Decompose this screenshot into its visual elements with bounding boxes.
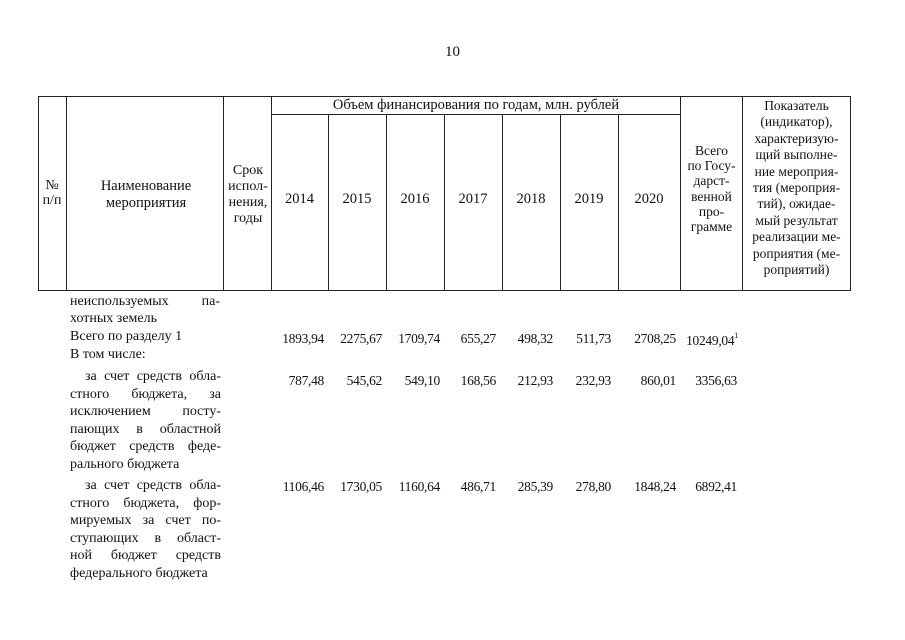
col-border-no	[66, 96, 67, 291]
cell-value: 655,27	[460, 331, 496, 346]
header-col-term	[225, 163, 271, 227]
header-indicator-line: (индикатор),	[760, 114, 833, 130]
header-indicator-line: характеризую-	[754, 130, 839, 146]
continued-name-line: неиспользуемых па-	[70, 294, 220, 309]
row-label-line: рального бюджета	[70, 456, 180, 472]
header-indicator-line: тия (мероприя-	[752, 180, 841, 196]
header-total-line: грамме	[690, 219, 733, 235]
row-label-line: за счет средств обла-	[85, 478, 221, 493]
header-term-line: нения,	[228, 195, 268, 210]
cell-value: 545,62	[346, 373, 382, 388]
header-term-line: Срок	[232, 163, 264, 178]
header-year-2018: 2018	[516, 191, 546, 207]
header-indicator-line: роприятий)	[763, 262, 830, 278]
header-year-2020: 2020	[634, 191, 664, 207]
footnote-marker: 1	[734, 331, 738, 340]
cell-value: 1709,74	[398, 331, 440, 346]
cell-value: 278,80	[575, 479, 611, 494]
header-col-no: № п/п	[42, 178, 62, 208]
including-label: В том числе:	[70, 347, 146, 362]
header-total-line: по Госу-	[687, 158, 736, 174]
cell-value: 285,39	[517, 479, 553, 494]
header-year-2015: 2015	[342, 191, 372, 207]
cell-value: 1893,94	[282, 331, 324, 346]
cell-total-value: 10249,04	[686, 333, 735, 348]
cell-total: 6892,41	[695, 479, 737, 494]
cell-value: 168,56	[460, 373, 496, 388]
header-year-2019: 2019	[574, 191, 604, 207]
col-border-left	[38, 96, 39, 291]
row-label-line: исключением посту-	[70, 404, 221, 420]
row-label	[70, 368, 221, 474]
cell-value: 498,32	[517, 331, 553, 346]
header-year-2016: 2016	[400, 191, 430, 207]
page-number: 10	[445, 44, 460, 60]
cell-value: 212,93	[517, 373, 553, 388]
cell-value: 1160,64	[398, 479, 440, 494]
header-indicator-line: роприятия (ме-	[752, 245, 841, 261]
row-label-line: стного бюджета, фор-	[70, 495, 221, 511]
cell-value: 1730,05	[340, 479, 382, 494]
row-label-line: за счет средств обла-	[85, 369, 221, 384]
cell-value: 549,10	[404, 373, 440, 388]
header-col-indicator	[743, 98, 850, 278]
header-indicator-line: тий), ожидае-	[757, 196, 836, 212]
header-total-line: дарст-	[693, 173, 730, 189]
header-total-line: Всего	[694, 143, 729, 158]
cell-value: 2275,67	[340, 331, 382, 346]
col-border-right	[850, 96, 851, 291]
cell-total: 3356,63	[695, 373, 737, 388]
row-label-line: федерального бюджета	[70, 565, 208, 581]
cell-value: 787,48	[288, 373, 324, 388]
cell-value: 860,01	[640, 373, 676, 388]
row-label-line: ной бюджет средств	[70, 548, 221, 564]
header-indicator-line: Показатель	[764, 98, 829, 113]
row-label	[70, 477, 221, 583]
continued-name-line: хотных земель	[70, 311, 157, 326]
header-year-2017: 2017	[458, 191, 488, 207]
cell-value: 232,93	[575, 373, 611, 388]
header-indicator-line: ние мероприя-	[754, 163, 839, 179]
cell-value: 1848,24	[634, 479, 676, 494]
section-total-label: Всего по разделу 1	[70, 329, 183, 344]
header-col-funding: Объем финансирования по годам, млн. рублей	[332, 97, 620, 113]
col-border-name	[223, 96, 224, 291]
header-indicator-line: мый результат	[755, 212, 838, 228]
cell-total	[680, 331, 738, 349]
cell-value: 511,73	[576, 331, 611, 346]
cell-value: 1106,46	[282, 479, 324, 494]
header-term-line: испол-	[228, 179, 268, 194]
header-indicator-line: реализации ме-	[752, 229, 841, 245]
row-label-line: пающих в областной	[70, 421, 221, 437]
header-term-line: годы	[233, 211, 263, 226]
header-indicator-line: щий выполне-	[755, 147, 838, 163]
header-total-line: про-	[698, 203, 725, 219]
row-label-line: стного бюджета, за	[70, 386, 221, 402]
cell-value: 486,71	[460, 479, 496, 494]
cell-value: 2708,25	[634, 331, 676, 346]
header-total-line: венной	[691, 188, 732, 204]
header-col-name: Наименование мероприятия	[100, 178, 192, 211]
header-col-total	[681, 143, 742, 234]
row-label-line: ступающих в област-	[70, 530, 221, 546]
header-year-2014: 2014	[285, 191, 314, 207]
row-label-line: мируемых за счет по-	[70, 513, 221, 529]
row-label-line: бюджет средств феде-	[70, 439, 221, 455]
